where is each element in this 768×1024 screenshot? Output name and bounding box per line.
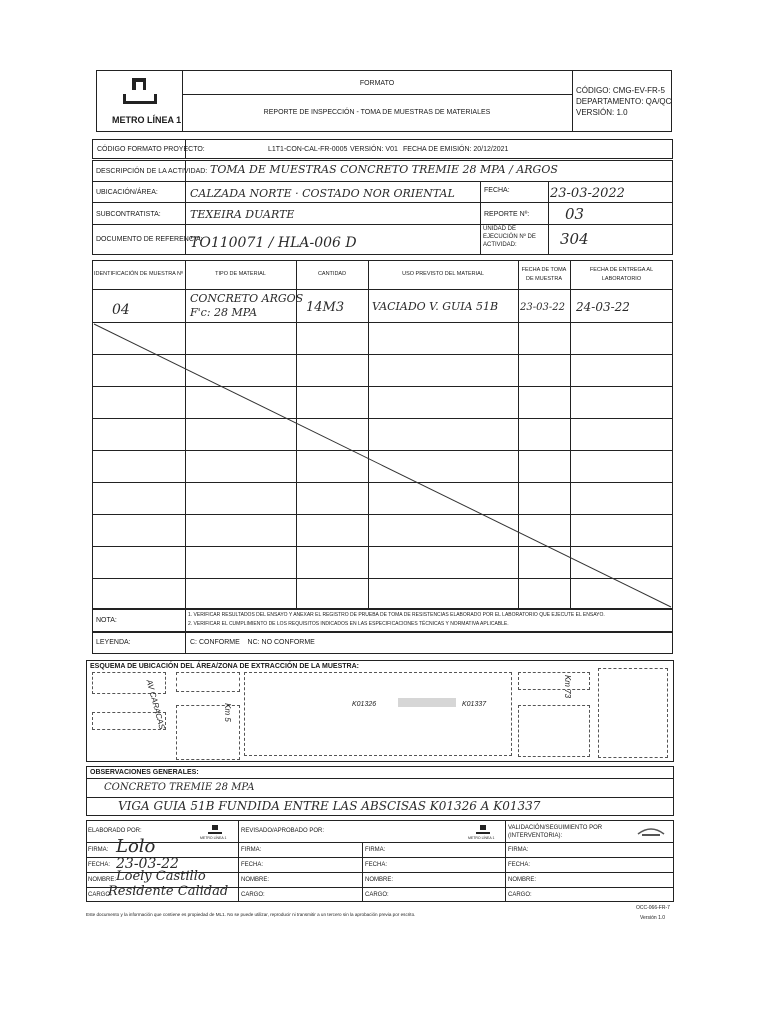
reference-doc-value: TO110071 / HLA-006 D xyxy=(190,235,357,251)
fecha-label: FECHA: xyxy=(88,862,111,868)
unit-value: 304 xyxy=(560,230,589,248)
divider xyxy=(86,797,674,798)
divider xyxy=(86,778,674,779)
page-title: REPORTE DE INSPECCIÓN - TOMA DE MUESTRAS DE MATERIALES xyxy=(263,109,491,116)
firma-label: FIRMA: xyxy=(241,847,262,853)
signature-nombre: Loely Castillo xyxy=(116,869,206,884)
divider xyxy=(86,842,674,843)
elaborado-label: ELABORADO POR: xyxy=(88,828,142,834)
date-value: 23-03-2022 xyxy=(550,186,625,201)
observaciones-line-2: VIGA GUIA 51B FUNDIDA ENTRE LAS ABSCISAS K01326 A K01337 xyxy=(118,799,541,813)
signature-firma: Lolo xyxy=(116,836,156,857)
emission-date: FECHA DE EMISIÓN: 20/12/2021 xyxy=(403,146,509,153)
divider xyxy=(505,820,506,902)
map-block xyxy=(598,668,668,758)
divider xyxy=(92,224,673,225)
void-strike-line xyxy=(92,322,673,609)
nombre-label: NOMBRE: xyxy=(365,877,394,883)
divider xyxy=(92,202,673,203)
sample-zone-marker xyxy=(398,698,456,707)
validacion-label-1: VALIDACIÓN/SEGUIMIENTO POR xyxy=(508,825,603,831)
codigo: CÓDIGO: CMG-EV-FR-5 xyxy=(576,86,665,95)
version: VERSIÓN: 1.0 xyxy=(576,108,628,117)
subcontractor-label: SUBCONTRATISTA: xyxy=(96,211,161,218)
footer-version: Versión 1.0 xyxy=(640,915,666,921)
project-code-value: L1T1-CON-CAL-FR-0005 xyxy=(268,146,348,153)
fecha-label: FECHA: xyxy=(365,862,388,868)
esquema-title: ESQUEMA DE UBICACIÓN DEL ÁREA/ZONA DE EXTRACCIÓN DE LA MUESTRA: xyxy=(90,663,359,670)
divider xyxy=(480,181,481,255)
cargo-label: CARGO: xyxy=(241,892,265,898)
revisado-label: REVISADO/APROBADO POR: xyxy=(241,828,325,834)
date-label: FECHA: xyxy=(484,187,510,194)
firma-label: FIRMA: xyxy=(508,847,529,853)
col-tipo-header: TIPO DE MATERIAL xyxy=(215,271,266,277)
map-block xyxy=(244,672,512,756)
table-row-uso: VACIADO V. GUIA 51B xyxy=(372,300,499,313)
table-row-fecha-toma: 23-03-22 xyxy=(520,302,565,313)
unit-label-2: EJECUCIÓN Nº DE xyxy=(483,234,536,240)
subcontractor-value: TEXEIRA DUARTE xyxy=(190,208,295,221)
unit-label-3: ACTIVIDAD: xyxy=(483,242,517,248)
location-value: CALZADA NORTE · COSTADO NOR ORIENTAL xyxy=(190,187,455,200)
firma-label: FIRMA: xyxy=(365,847,386,853)
signature-cargo: Residente Calidad xyxy=(108,884,229,899)
small-metro-logo-2 xyxy=(468,822,498,840)
cargo-label: CARGO: xyxy=(88,892,112,898)
col-entrega-header-1: FECHA DE ENTREGA AL xyxy=(589,267,654,273)
col-cantidad-header: CANTIDAD xyxy=(317,271,347,277)
observaciones-label: OBSERVACIONES GENERALES: xyxy=(90,769,199,776)
footer-code: OCC-066-FR-7 xyxy=(636,905,670,911)
col-fecha-toma-header-2: DE MUESTRA xyxy=(525,276,563,282)
col-id-header: IDENTIFICACIÓN DE MUESTRA Nº xyxy=(93,271,184,277)
table-row-fecha-entrega: 24-03-22 xyxy=(576,300,630,314)
firma-label: FIRMA: xyxy=(88,847,109,853)
leyenda-box xyxy=(92,632,673,654)
divider xyxy=(92,181,673,182)
map-label-k1326: K01326 xyxy=(352,701,377,708)
nombre-label: NOMBRE: xyxy=(508,877,537,883)
nota-line-2: 2. VERIFICAR EL CUMPLIMIENTO DE LOS REQUISITOS INDICADOS EN LAS ESPECIFICACIONES TÉCNICAS Y NORMATIVA APLICABLE. xyxy=(188,621,509,627)
project-version: VERSIÓN: V01 xyxy=(350,146,398,153)
map-label-k1337: K01337 xyxy=(462,701,487,708)
col-entrega-header-2: LABORATORIO xyxy=(601,276,642,282)
divider xyxy=(92,289,673,290)
observaciones-line-1: CONCRETO TREMIE 28 MPA xyxy=(104,782,255,793)
report-number-label: REPORTE Nº: xyxy=(484,211,530,218)
nota-line-1: 1. VERIFICAR RESULTADOS DEL ENSAYO Y ANEXAR EL REGISTRO DE PRUEBA DE TOMA DE RESISTENCIAS ELABORADO POR EL LABORATORIO QUE EJECUTE EL ENSAYO. xyxy=(188,612,605,618)
table-row-tipo-2: F'c: 28 MPA xyxy=(190,306,258,319)
logo-text: METRO LÍNEA 1 xyxy=(112,115,182,125)
table-row-id: 04 xyxy=(112,302,130,318)
divider xyxy=(572,70,573,132)
leyenda-value: C: CONFORME NC: NO CONFORME xyxy=(190,639,315,646)
small-logo-text: METRO LÍNEA 1 xyxy=(200,836,227,840)
metro-logo-icon xyxy=(120,76,160,106)
map-label-av-caracas: AV CARACAS xyxy=(144,678,167,731)
unit-label-1: UNIDAD DE xyxy=(483,226,517,232)
project-code-label: CÓDIGO FORMATO PROYECTO: xyxy=(97,146,205,153)
divider xyxy=(238,820,239,902)
fecha-label: FECHA: xyxy=(241,862,264,868)
fecha-label: FECHA: xyxy=(508,862,531,868)
small-metro-logo xyxy=(200,822,230,840)
map-block xyxy=(176,672,240,692)
col-fecha-toma-header-1: FECHA DE TOMA xyxy=(521,267,567,273)
interventoria-logo-icon xyxy=(636,824,666,838)
reference-doc-label: DOCUMENTO DE REFERENCIA: xyxy=(96,236,203,243)
metro-logo xyxy=(120,76,160,106)
departamento: DEPARTAMENTO: QA/QC xyxy=(576,97,672,106)
nota-label: NOTA: xyxy=(96,617,117,624)
activity-label: DESCRIPCIÓN DE LA ACTIVIDAD: xyxy=(96,168,208,175)
map-label-km73: Km 73 xyxy=(563,674,573,699)
map-block xyxy=(518,705,590,757)
activity-value: TOMA DE MUESTRAS CONCRETO TREMIE 28 MPA / ARGOS xyxy=(210,163,558,176)
location-label: UBICACIÓN/ÁREA: xyxy=(96,189,158,196)
nombre-label: NOMBRE: xyxy=(241,877,270,883)
formato-label: FORMATO xyxy=(359,80,395,87)
map-block xyxy=(518,672,590,690)
validacion-label-2: (INTERVENTORIA): xyxy=(508,833,563,839)
cargo-label: CARGO: xyxy=(508,892,532,898)
nombre-label: NOMBRE: xyxy=(88,877,117,883)
map-label-km5: Km 5 xyxy=(222,703,232,722)
footer-disclaimer: Este documento y la información que contiene es propiedad de ML1. No se puede utilizar, reproducir ni transmitir a un tercero sin la aprobación previa por escrito. xyxy=(86,912,416,917)
leyenda-label: LEYENDA: xyxy=(96,639,131,646)
cargo-label: CARGO: xyxy=(365,892,389,898)
report-number-value: 03 xyxy=(565,205,585,223)
divider xyxy=(548,181,549,255)
col-uso-header: USO PREVISTO DEL MATERIAL xyxy=(402,271,484,277)
table-row-cantidad: 14M3 xyxy=(306,300,345,315)
signature-fecha: 23-03-22 xyxy=(116,856,179,872)
divider xyxy=(182,94,572,95)
small-logo-text: METRO LÍNEA 1 xyxy=(468,836,495,840)
table-row-tipo-1: CONCRETO ARGOS xyxy=(190,292,304,305)
